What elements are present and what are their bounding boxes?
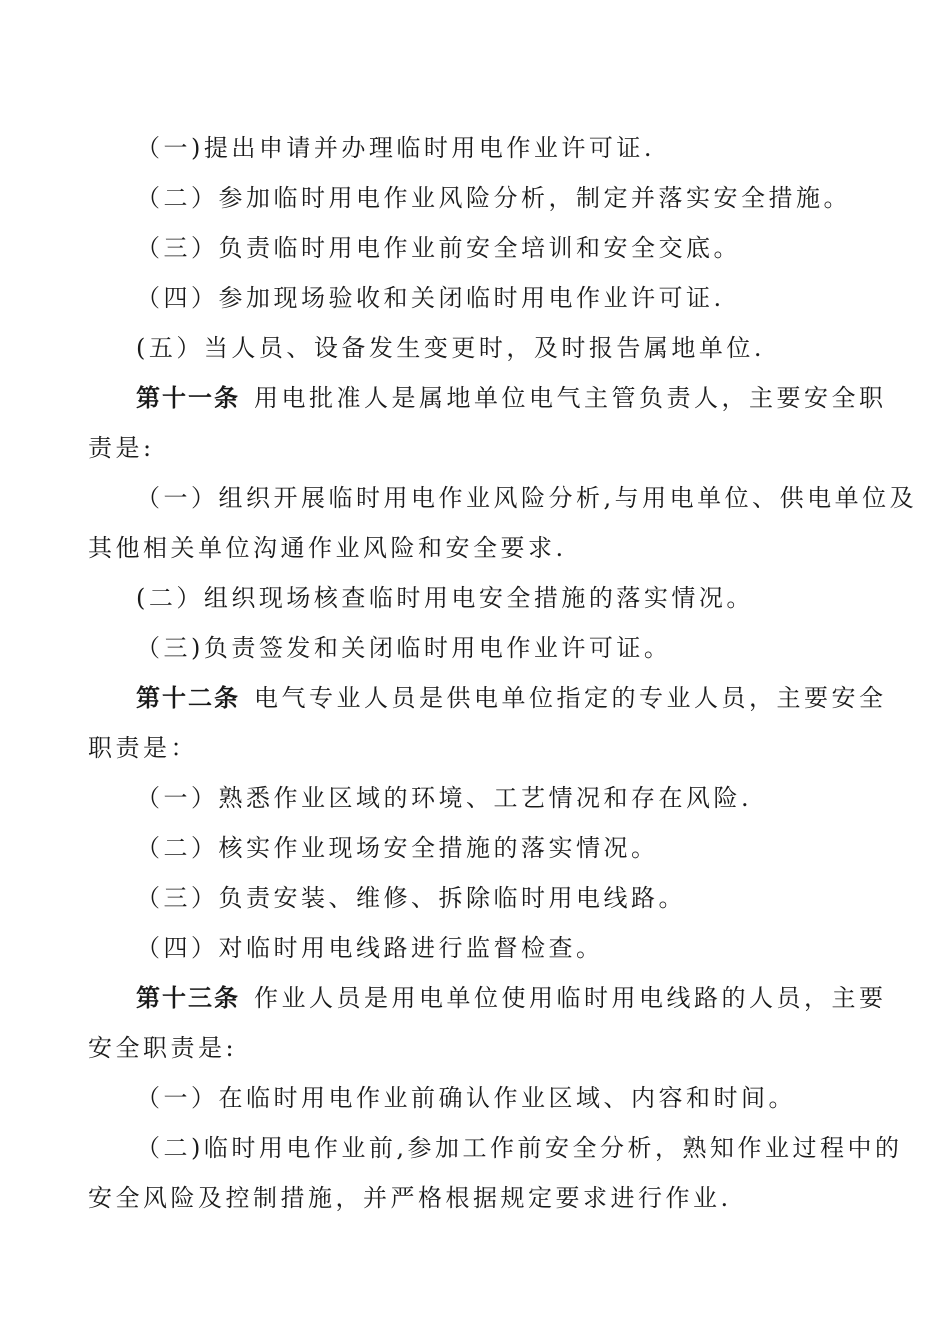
article-text-continued: 安全职责是: <box>88 1034 238 1062</box>
list-item: （一）在临时用电作业前确认作业区域、内容和时间。 <box>136 1084 796 1112</box>
list-item: （二)临时用电作业前,参加工作前安全分析，熟知作业过程中的 <box>136 1134 903 1162</box>
list-item: （四）参加现场验收和关闭临时用电作业许可证. <box>136 284 725 312</box>
article-13-heading <box>136 983 887 1013</box>
article-text-continued: 责是: <box>88 434 155 462</box>
article-12-heading <box>136 683 887 713</box>
article-title: 第十一条 <box>136 383 240 412</box>
list-item-continued: 安全风险及控制措施，并严格根据规定要求进行作业. <box>88 1184 732 1212</box>
list-item: （四）对临时用电线路进行监督检查。 <box>136 934 604 962</box>
article-text: 作业人员是用电单位使用临时用电线路的人员，主要 <box>254 984 887 1012</box>
list-item: （三）负责临时用电作业前安全培训和安全交底。 <box>136 234 741 262</box>
list-item: （二）核实作业现场安全措施的落实情况。 <box>136 834 659 862</box>
list-item: （三)负责签发和关闭临时用电作业许可证。 <box>136 634 672 662</box>
article-text-continued: 职责是： <box>88 734 198 762</box>
list-item: （一）熟悉作业区域的环境、工艺情况和存在风险. <box>136 784 753 812</box>
article-title: 第十二条 <box>136 683 240 712</box>
list-item: (二）组织现场核查临时用电安全措施的落实情况。 <box>136 584 754 612</box>
list-item: （一）组织开展临时用电作业风险分析,与用电单位、供电单位及 <box>136 484 918 512</box>
list-item: (五）当人员、设备发生变更时，及时报告属地单位. <box>136 334 765 362</box>
article-text: 用电批准人是属地单位电气主管负责人，主要安全职 <box>254 384 887 412</box>
list-item: （二）参加临时用电作业风险分析，制定并落实安全措施。 <box>136 184 851 212</box>
article-11-heading <box>136 383 887 413</box>
list-item: （三）负责安装、维修、拆除临时用电线路。 <box>136 884 686 912</box>
article-title: 第十三条 <box>136 983 240 1012</box>
list-item-continued: 其他相关单位沟通作业风险和安全要求. <box>88 534 567 562</box>
list-item: （一)提出申请并办理临时用电作业许可证. <box>136 134 655 162</box>
article-text: 电气专业人员是供电单位指定的专业人员，主要安全 <box>254 684 887 712</box>
